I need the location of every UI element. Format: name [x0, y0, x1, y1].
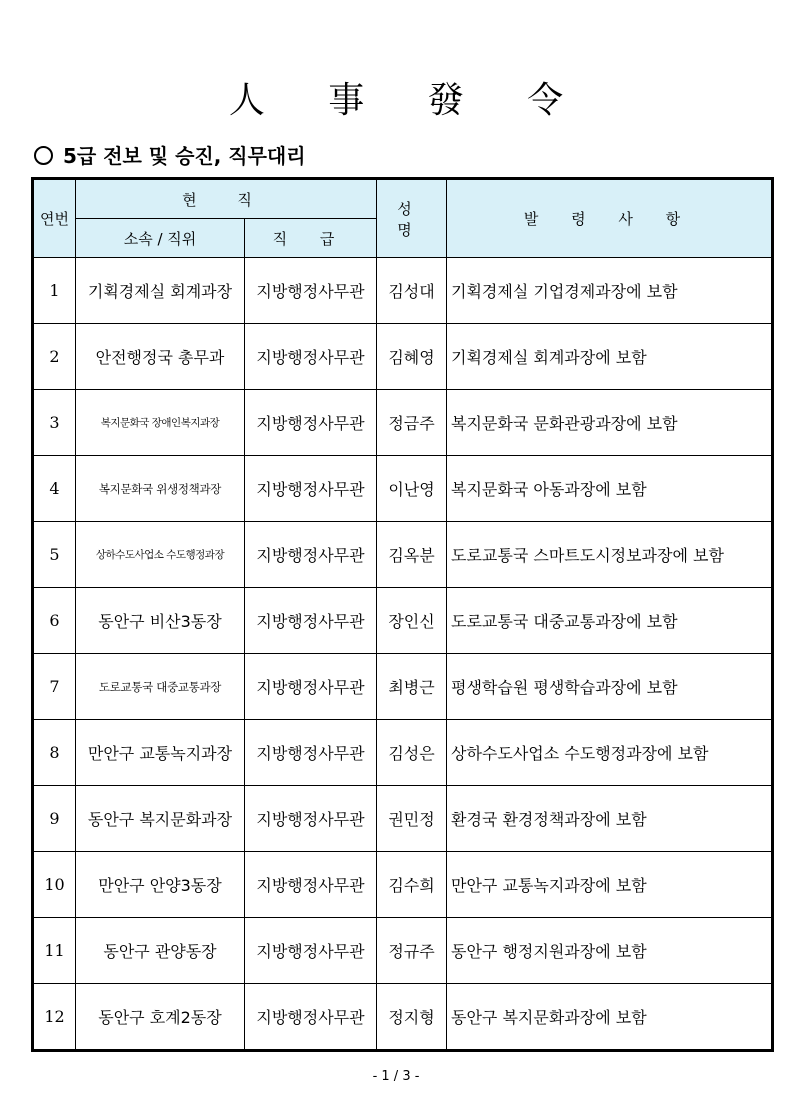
row-number: 3	[33, 390, 76, 456]
row-order: 복지문화국 문화관광과장에 보함	[447, 390, 773, 456]
row-rank: 지방행정사무관	[245, 720, 377, 786]
row-order: 상하수도사업소 수도행정과장에 보함	[447, 720, 773, 786]
row-order: 기획경제실 회계과장에 보함	[447, 324, 773, 390]
row-order: 도로교통국 스마트도시정보과장에 보함	[447, 522, 773, 588]
row-name: 김수희	[377, 852, 447, 918]
row-order: 만안구 교통녹지과장에 보함	[447, 852, 773, 918]
header-affiliation: 소속 / 직위	[76, 219, 245, 258]
row-name: 김혜영	[377, 324, 447, 390]
table-row	[33, 258, 773, 324]
table-row	[33, 984, 773, 1051]
row-name: 정금주	[377, 390, 447, 456]
header-no: 연번	[33, 179, 76, 258]
table-row	[33, 456, 773, 522]
row-affiliation: 만안구 안양3동장	[76, 852, 245, 918]
row-affiliation: 안전행정국 총무과	[76, 324, 245, 390]
row-rank: 지방행정사무관	[245, 324, 377, 390]
row-rank: 지방행정사무관	[245, 852, 377, 918]
table-row	[33, 522, 773, 588]
row-number: 9	[33, 786, 76, 852]
row-number: 5	[33, 522, 76, 588]
row-name: 이난영	[377, 456, 447, 522]
row-rank: 지방행정사무관	[245, 456, 377, 522]
table-row	[33, 786, 773, 852]
row-affiliation: 복지문화국 위생정책과장	[76, 456, 245, 522]
row-affiliation: 동안구 호계2동장	[76, 984, 245, 1051]
row-name: 김옥분	[377, 522, 447, 588]
table-row	[33, 654, 773, 720]
circle-bullet-icon	[34, 146, 53, 165]
row-affiliation: 복지문화국 장애인복지과장	[76, 390, 245, 456]
row-number: 11	[33, 918, 76, 984]
table-row	[33, 852, 773, 918]
row-rank: 지방행정사무관	[245, 588, 377, 654]
row-name: 권민정	[377, 786, 447, 852]
section-heading-text: 5급 전보 및 승진, 직무대리	[63, 144, 306, 168]
table-row	[33, 720, 773, 786]
row-order: 복지문화국 아동과장에 보함	[447, 456, 773, 522]
row-number: 4	[33, 456, 76, 522]
table-row	[33, 588, 773, 654]
table-row	[33, 324, 773, 390]
row-number: 6	[33, 588, 76, 654]
page-number: - 1 / 3 -	[372, 1069, 420, 1084]
row-rank: 지방행정사무관	[245, 786, 377, 852]
row-order: 환경국 환경정책과장에 보함	[447, 786, 773, 852]
row-name: 최병근	[377, 654, 447, 720]
table-row	[33, 918, 773, 984]
row-rank: 지방행정사무관	[245, 654, 377, 720]
header-current-position: 현 직	[76, 179, 377, 219]
row-affiliation: 동안구 비산3동장	[76, 588, 245, 654]
row-affiliation: 동안구 관양동장	[76, 918, 245, 984]
row-order: 동안구 복지문화과장에 보함	[447, 984, 773, 1051]
row-name: 김성은	[377, 720, 447, 786]
personnel-table	[31, 177, 774, 1052]
row-number: 12	[33, 984, 76, 1051]
row-number: 2	[33, 324, 76, 390]
row-name: 정규주	[377, 918, 447, 984]
row-number: 10	[33, 852, 76, 918]
row-affiliation: 상하수도사업소 수도행정과장	[76, 522, 245, 588]
header-order: 발 령 사 항	[447, 179, 773, 258]
row-number: 8	[33, 720, 76, 786]
row-number: 7	[33, 654, 76, 720]
row-name: 김성대	[377, 258, 447, 324]
row-affiliation: 동안구 복지문화과장	[76, 786, 245, 852]
row-affiliation: 만안구 교통녹지과장	[76, 720, 245, 786]
row-name: 정지형	[377, 984, 447, 1051]
header-rank: 직 급	[245, 219, 377, 258]
document-title: 人 事 發 令	[228, 80, 590, 121]
row-order: 기획경제실 기업경제과장에 보함	[447, 258, 773, 324]
row-rank: 지방행정사무관	[245, 984, 377, 1051]
row-affiliation: 도로교통국 대중교통과장	[76, 654, 245, 720]
row-rank: 지방행정사무관	[245, 390, 377, 456]
row-rank: 지방행정사무관	[245, 918, 377, 984]
header-name: 성 명	[377, 179, 447, 258]
table-row	[33, 390, 773, 456]
section-heading	[34, 140, 306, 169]
row-order: 동안구 행정지원과장에 보함	[447, 918, 773, 984]
row-rank: 지방행정사무관	[245, 258, 377, 324]
row-number: 1	[33, 258, 76, 324]
row-order: 도로교통국 대중교통과장에 보함	[447, 588, 773, 654]
row-name: 장인신	[377, 588, 447, 654]
row-order: 평생학습원 평생학습과장에 보함	[447, 654, 773, 720]
row-affiliation: 기획경제실 회계과장	[76, 258, 245, 324]
row-rank: 지방행정사무관	[245, 522, 377, 588]
